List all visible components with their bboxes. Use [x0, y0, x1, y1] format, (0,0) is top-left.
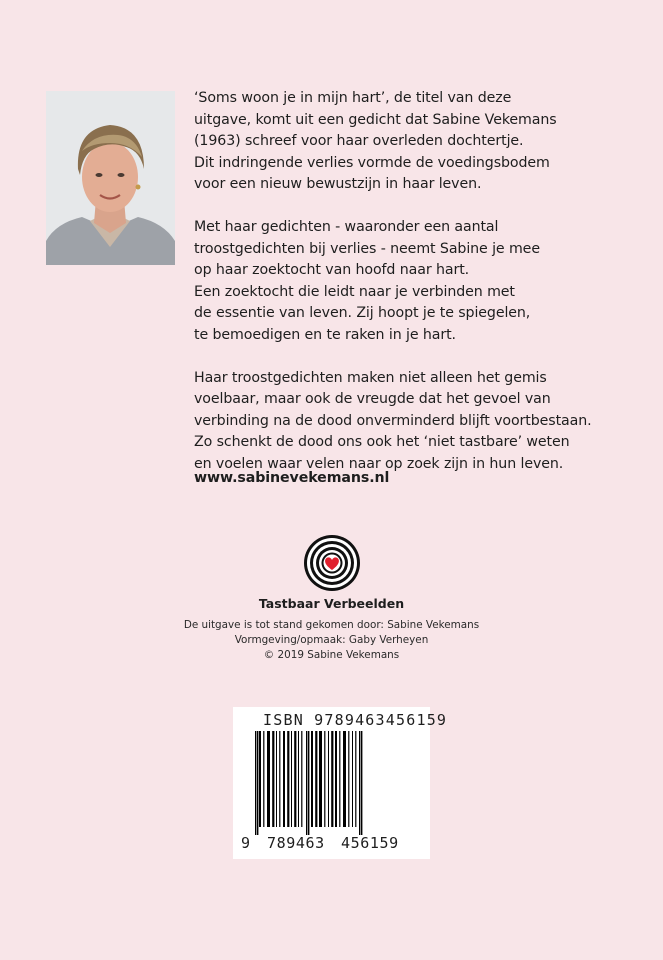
barcode-bar [324, 731, 325, 827]
barcode-bar [359, 731, 360, 835]
barcode-bar [257, 731, 258, 835]
blurb-line: en voelen waar velen naar op zoek zijn in hun leven. [194, 455, 564, 472]
blurb-line: ‘Soms woon je in mijn hart’, de titel van deze [194, 90, 512, 106]
barcode-digits-left: 789463 [267, 834, 325, 852]
isbn-barcode [233, 707, 448, 859]
blurb-line: troostgedichten bij verlies - neemt Sabine je mee [194, 240, 540, 257]
barcode-bar [355, 731, 356, 827]
credits [0, 618, 663, 663]
blurb-line: Dit indringende verlies vormde de voedingsbodem [194, 154, 550, 171]
barcode-bar [328, 731, 329, 827]
barcode-bar [283, 731, 285, 827]
blurb-paragraph-1 [194, 88, 634, 196]
barcode-bar [298, 731, 299, 827]
barcode-bar [287, 731, 289, 827]
barcode-bar [308, 731, 309, 835]
publisher-logo [303, 534, 361, 592]
barcode-bar [352, 731, 353, 827]
publisher-name: Tastbaar Verbeelden [258, 596, 405, 611]
barcode-bars [243, 731, 423, 841]
barcode-bar [301, 731, 302, 827]
barcode-bar [276, 731, 277, 827]
credit-line: Vormgeving/opmaak: Gaby Verheyen [234, 634, 429, 646]
barcode-bar [279, 731, 280, 827]
barcode-bar [306, 731, 307, 835]
isbn-label: ISBN 9789463456159 [263, 711, 448, 729]
blurb-line: (1963) schreef voor haar overleden dochtertje. [194, 133, 524, 149]
barcode-bar [291, 731, 292, 827]
blurb-line: voelbaar, maar ook de vreugde dat het gevoel van [194, 391, 551, 407]
barcode-bar [267, 731, 270, 827]
barcode-bar [361, 731, 362, 835]
blurb-line: uitgave, komt uit een gedicht dat Sabine Vekemans [194, 111, 557, 128]
blurb-paragraph-3 [194, 368, 634, 476]
blurb-line: Met haar gedichten - waaronder een aantal [194, 219, 499, 235]
credit-line: De uitgave is tot stand gekomen door: Sabine Vekemans [183, 619, 480, 631]
blurb-line: Zo schenkt de dood ons ook het ‘niet tastbare’ weten [194, 434, 570, 450]
barcode-bar [319, 731, 322, 827]
back-cover-blurb [194, 88, 634, 497]
blurb-line: de essentie van leven. Zij hoopt je te spiegelen, [194, 305, 531, 321]
barcode-bar [315, 731, 317, 827]
blurb-line: Een zoektocht die leidt naar je verbinden met [194, 283, 515, 300]
blurb-line: verbinding na de dood onverminderd blijft voortbestaan. [194, 412, 592, 429]
blurb-line: op haar zoektocht van hoofd naar hart. [194, 262, 470, 278]
barcode-bar [259, 731, 261, 827]
barcode-bar [331, 731, 333, 827]
blurb-paragraph-2 [194, 217, 634, 346]
credit-line: © 2019 Sabine Vekemans [263, 649, 400, 661]
barcode-bar [348, 731, 349, 827]
author-photo [46, 91, 175, 265]
barcode-bar [339, 731, 340, 827]
website-link[interactable]: www.sabinevekemans.nl [194, 470, 390, 486]
blurb-line: voor een nieuw bewustzijn in haar leven. [194, 176, 482, 192]
barcode-bar [335, 731, 337, 827]
barcode-digits-right: 456159 [341, 834, 399, 852]
barcode-bar [255, 731, 256, 835]
barcode-bar [311, 731, 313, 827]
barcode-digit-first: 9 [241, 834, 251, 852]
barcode-bar [343, 731, 346, 827]
blurb-line: te bemoedigen en te raken in je hart. [194, 326, 456, 343]
blurb-line: Haar troostgedichten maken niet alleen het gemis [194, 369, 547, 386]
barcode-bar [294, 731, 296, 827]
barcode-bar [272, 731, 274, 827]
barcode-bar [263, 731, 264, 827]
